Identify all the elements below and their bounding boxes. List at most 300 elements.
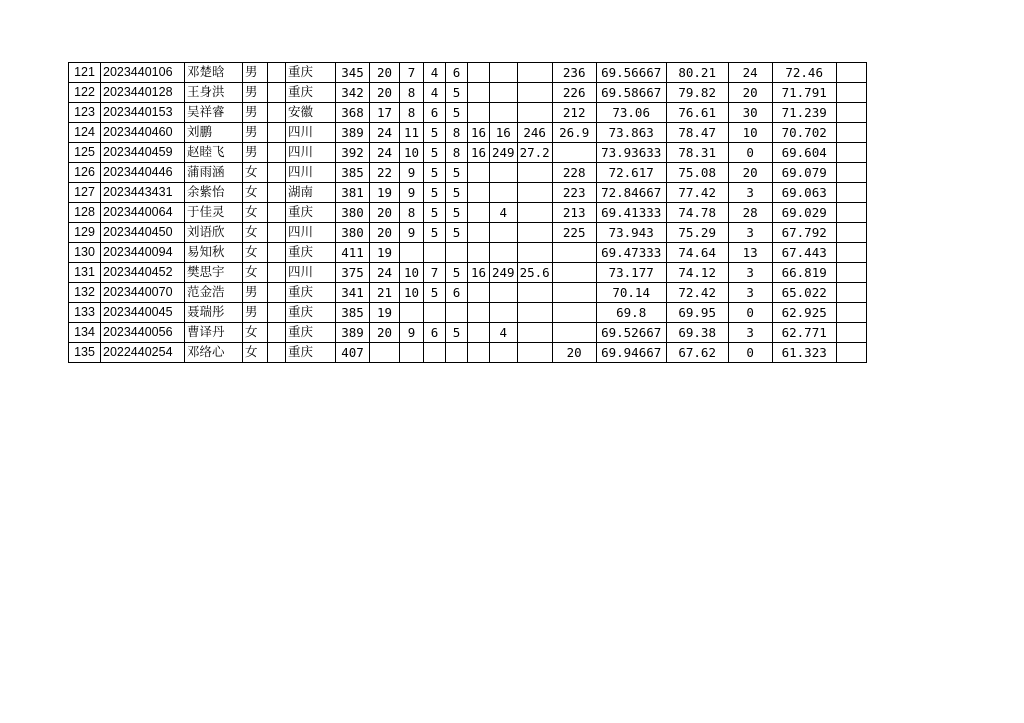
cell-f9 [552,243,596,263]
cell-f3: 7 [400,63,424,83]
cell-f5: 5 [446,223,468,243]
cell-rank: 135 [69,343,101,363]
cell-f4: 5 [424,163,446,183]
cell-province: 重庆 [286,203,336,223]
cell-tail [836,163,866,183]
cell-f7 [490,103,518,123]
cell-f9 [552,283,596,303]
cell-score-c: 10 [728,123,772,143]
cell-f9: 226 [552,83,596,103]
cell-f4: 5 [424,183,446,203]
cell-score-c: 3 [728,183,772,203]
cell-tail [836,343,866,363]
cell-province: 重庆 [286,283,336,303]
cell-f2: 20 [370,223,400,243]
cell-f1: 341 [336,283,370,303]
cell-f5: 5 [446,163,468,183]
cell-f2: 20 [370,63,400,83]
cell-score-b: 78.47 [666,123,728,143]
cell-score-b: 74.12 [666,263,728,283]
cell-blank [268,283,286,303]
cell-sex: 男 [243,83,268,103]
cell-sex: 男 [243,143,268,163]
cell-f1: 411 [336,243,370,263]
cell-f6 [468,203,490,223]
cell-f8 [517,63,552,83]
cell-tail [836,263,866,283]
cell-f1: 407 [336,343,370,363]
table-row [69,283,867,303]
cell-f3 [400,343,424,363]
cell-f4: 5 [424,123,446,143]
cell-f7: 249 [490,143,518,163]
cell-score-b: 69.95 [666,303,728,323]
cell-score-c: 0 [728,343,772,363]
cell-f3: 11 [400,123,424,143]
cell-f4: 6 [424,103,446,123]
cell-f2: 17 [370,103,400,123]
table-row [69,123,867,143]
cell-sex: 男 [243,123,268,143]
cell-f7 [490,223,518,243]
cell-score-a: 73.06 [596,103,666,123]
cell-total: 67.792 [772,223,836,243]
cell-f8 [517,303,552,323]
cell-rank: 134 [69,323,101,343]
cell-name: 刘鹏 [185,123,243,143]
cell-f7 [490,243,518,263]
cell-score-b: 79.82 [666,83,728,103]
cell-total: 69.079 [772,163,836,183]
cell-f5: 6 [446,283,468,303]
cell-f5: 8 [446,123,468,143]
cell-f1: 385 [336,303,370,323]
cell-total: 62.771 [772,323,836,343]
table-row [69,323,867,343]
cell-tail [836,203,866,223]
cell-f7 [490,343,518,363]
cell-f1: 380 [336,223,370,243]
cell-total: 71.791 [772,83,836,103]
cell-f6 [468,223,490,243]
cell-f8 [517,323,552,343]
cell-f3: 9 [400,323,424,343]
cell-f3: 8 [400,83,424,103]
cell-f9: 236 [552,63,596,83]
cell-f2: 24 [370,143,400,163]
cell-f5: 5 [446,183,468,203]
cell-score-b: 77.42 [666,183,728,203]
cell-f9 [552,263,596,283]
cell-name: 吴祥睿 [185,103,243,123]
cell-sex: 男 [243,283,268,303]
cell-f1: 345 [336,63,370,83]
cell-score-b: 75.29 [666,223,728,243]
cell-f4: 5 [424,223,446,243]
cell-f3: 10 [400,283,424,303]
cell-score-b: 74.78 [666,203,728,223]
cell-blank [268,303,286,323]
cell-total: 62.925 [772,303,836,323]
cell-f8 [517,343,552,363]
cell-blank [268,223,286,243]
cell-province: 重庆 [286,83,336,103]
cell-name: 蒲雨涵 [185,163,243,183]
cell-total: 66.819 [772,263,836,283]
cell-f1: 389 [336,323,370,343]
cell-f5: 8 [446,143,468,163]
cell-f4: 5 [424,283,446,303]
cell-f3 [400,303,424,323]
cell-f5 [446,243,468,263]
table-row [69,83,867,103]
cell-f6 [468,343,490,363]
cell-exam-id: 2023440459 [101,143,185,163]
cell-blank [268,163,286,183]
cell-f4 [424,243,446,263]
cell-exam-id: 2023440452 [101,263,185,283]
cell-province: 重庆 [286,303,336,323]
cell-sex: 女 [243,183,268,203]
cell-f6: 16 [468,263,490,283]
cell-tail [836,183,866,203]
cell-f4: 4 [424,83,446,103]
cell-f3 [400,243,424,263]
cell-f9: 213 [552,203,596,223]
cell-name: 赵睦飞 [185,143,243,163]
cell-f9: 223 [552,183,596,203]
cell-blank [268,323,286,343]
cell-f5: 5 [446,83,468,103]
cell-blank [268,143,286,163]
cell-blank [268,183,286,203]
table-row [69,303,867,323]
cell-province: 重庆 [286,63,336,83]
cell-province: 重庆 [286,243,336,263]
cell-sex: 女 [243,163,268,183]
cell-f1: 380 [336,203,370,223]
cell-f7: 4 [490,203,518,223]
cell-f6 [468,243,490,263]
cell-blank [268,343,286,363]
cell-exam-id: 2023440094 [101,243,185,263]
table-row [69,343,867,363]
cell-f6: 16 [468,143,490,163]
cell-tail [836,143,866,163]
cell-score-c: 20 [728,163,772,183]
cell-name: 易知秋 [185,243,243,263]
cell-rank: 131 [69,263,101,283]
cell-f1: 385 [336,163,370,183]
cell-score-c: 0 [728,143,772,163]
cell-f6 [468,63,490,83]
cell-name: 刘语欣 [185,223,243,243]
cell-score-a: 69.56667 [596,63,666,83]
score-table-container [68,62,867,363]
cell-score-b: 76.61 [666,103,728,123]
cell-tail [836,223,866,243]
cell-score-c: 28 [728,203,772,223]
cell-f1: 375 [336,263,370,283]
cell-rank: 121 [69,63,101,83]
cell-tail [836,123,866,143]
cell-f9: 212 [552,103,596,123]
cell-blank [268,203,286,223]
cell-score-a: 69.52667 [596,323,666,343]
cell-f8 [517,283,552,303]
cell-tail [836,303,866,323]
cell-f7: 249 [490,263,518,283]
cell-score-c: 30 [728,103,772,123]
cell-exam-id: 2023440153 [101,103,185,123]
cell-f7: 4 [490,323,518,343]
cell-score-b: 78.31 [666,143,728,163]
cell-rank: 126 [69,163,101,183]
cell-blank [268,83,286,103]
cell-name: 曹译丹 [185,323,243,343]
cell-f7 [490,283,518,303]
cell-f9: 20 [552,343,596,363]
cell-f5: 5 [446,263,468,283]
cell-tail [836,63,866,83]
cell-rank: 123 [69,103,101,123]
cell-f2: 19 [370,303,400,323]
cell-blank [268,243,286,263]
score-table [68,62,867,363]
cell-blank [268,263,286,283]
cell-f2 [370,343,400,363]
cell-tail [836,323,866,343]
cell-sex: 女 [243,223,268,243]
cell-score-a: 69.47333 [596,243,666,263]
table-row [69,243,867,263]
cell-name: 聂瑞彤 [185,303,243,323]
cell-f3: 9 [400,223,424,243]
cell-f6 [468,283,490,303]
cell-score-b: 74.64 [666,243,728,263]
cell-f8 [517,223,552,243]
cell-total: 65.022 [772,283,836,303]
cell-score-b: 80.21 [666,63,728,83]
table-row [69,263,867,283]
table-row [69,143,867,163]
cell-rank: 128 [69,203,101,223]
cell-f3: 10 [400,143,424,163]
cell-score-c: 3 [728,223,772,243]
cell-f8 [517,83,552,103]
table-row [69,103,867,123]
cell-f1: 381 [336,183,370,203]
cell-f7 [490,183,518,203]
cell-score-c: 0 [728,303,772,323]
cell-exam-id: 2023443431 [101,183,185,203]
score-table-body [69,63,867,363]
cell-tail [836,283,866,303]
cell-score-c: 3 [728,323,772,343]
cell-sex: 男 [243,303,268,323]
cell-f6 [468,303,490,323]
cell-rank: 129 [69,223,101,243]
cell-total: 69.604 [772,143,836,163]
cell-exam-id: 2023440128 [101,83,185,103]
cell-total: 67.443 [772,243,836,263]
cell-f5: 5 [446,203,468,223]
cell-f6 [468,103,490,123]
table-row [69,63,867,83]
cell-score-a: 69.58667 [596,83,666,103]
cell-f4: 6 [424,323,446,343]
cell-f7 [490,303,518,323]
cell-f3: 8 [400,103,424,123]
cell-name: 范金浩 [185,283,243,303]
cell-f8: 25.6 [517,263,552,283]
cell-tail [836,243,866,263]
cell-name: 邓络心 [185,343,243,363]
cell-f2: 21 [370,283,400,303]
cell-total: 72.46 [772,63,836,83]
cell-name: 余紫怡 [185,183,243,203]
cell-f6 [468,183,490,203]
cell-exam-id: 2023440056 [101,323,185,343]
cell-f7 [490,163,518,183]
cell-province: 湖南 [286,183,336,203]
cell-rank: 125 [69,143,101,163]
cell-f5 [446,343,468,363]
cell-f9 [552,323,596,343]
cell-name: 于佳灵 [185,203,243,223]
cell-f5 [446,303,468,323]
cell-f2: 19 [370,183,400,203]
cell-sex: 女 [243,343,268,363]
cell-exam-id: 2023440106 [101,63,185,83]
cell-f8: 246 [517,123,552,143]
cell-rank: 133 [69,303,101,323]
cell-f7: 16 [490,123,518,143]
cell-f7 [490,83,518,103]
cell-score-b: 69.38 [666,323,728,343]
cell-f1: 342 [336,83,370,103]
cell-province: 四川 [286,163,336,183]
cell-exam-id: 2023440070 [101,283,185,303]
cell-name: 邓楚晗 [185,63,243,83]
cell-f9: 26.9 [552,123,596,143]
cell-f7 [490,63,518,83]
table-row [69,223,867,243]
cell-province: 四川 [286,123,336,143]
cell-province: 四川 [286,143,336,163]
cell-score-a: 69.94667 [596,343,666,363]
cell-score-b: 67.62 [666,343,728,363]
cell-f8 [517,183,552,203]
cell-sex: 男 [243,103,268,123]
cell-f5: 5 [446,103,468,123]
cell-tail [836,83,866,103]
cell-f8: 27.2 [517,143,552,163]
cell-f6: 16 [468,123,490,143]
cell-name: 樊思宇 [185,263,243,283]
cell-total: 70.702 [772,123,836,143]
cell-score-a: 73.943 [596,223,666,243]
cell-tail [836,103,866,123]
cell-f3: 9 [400,183,424,203]
cell-score-a: 73.863 [596,123,666,143]
cell-f8 [517,163,552,183]
cell-f2: 20 [370,323,400,343]
cell-f4 [424,303,446,323]
cell-score-a: 69.41333 [596,203,666,223]
cell-f9: 225 [552,223,596,243]
cell-f3: 10 [400,263,424,283]
cell-score-b: 72.42 [666,283,728,303]
cell-f6 [468,163,490,183]
cell-f8 [517,203,552,223]
cell-rank: 127 [69,183,101,203]
cell-exam-id: 2022440254 [101,343,185,363]
cell-f2: 19 [370,243,400,263]
table-row [69,183,867,203]
cell-total: 61.323 [772,343,836,363]
cell-rank: 122 [69,83,101,103]
cell-f6 [468,83,490,103]
cell-province: 重庆 [286,323,336,343]
cell-score-c: 24 [728,63,772,83]
cell-f8 [517,103,552,123]
cell-total: 71.239 [772,103,836,123]
cell-exam-id: 2023440064 [101,203,185,223]
cell-score-a: 73.93633 [596,143,666,163]
cell-score-c: 3 [728,263,772,283]
cell-f4: 5 [424,203,446,223]
cell-f8 [517,243,552,263]
cell-f2: 24 [370,123,400,143]
cell-f2: 24 [370,263,400,283]
cell-total: 69.029 [772,203,836,223]
cell-rank: 124 [69,123,101,143]
cell-sex: 女 [243,323,268,343]
cell-province: 安徽 [286,103,336,123]
cell-f2: 20 [370,203,400,223]
cell-score-c: 3 [728,283,772,303]
cell-blank [268,63,286,83]
cell-exam-id: 2023440450 [101,223,185,243]
cell-f3: 9 [400,163,424,183]
cell-score-a: 73.177 [596,263,666,283]
cell-f4: 4 [424,63,446,83]
cell-f1: 392 [336,143,370,163]
cell-f1: 368 [336,103,370,123]
cell-score-a: 70.14 [596,283,666,303]
cell-f4: 5 [424,143,446,163]
cell-f1: 389 [336,123,370,143]
cell-exam-id: 2023440460 [101,123,185,143]
cell-exam-id: 2023440446 [101,163,185,183]
cell-f4 [424,343,446,363]
cell-f4: 7 [424,263,446,283]
cell-f2: 20 [370,83,400,103]
cell-f9: 228 [552,163,596,183]
cell-f3: 8 [400,203,424,223]
cell-province: 重庆 [286,343,336,363]
cell-rank: 130 [69,243,101,263]
cell-f6 [468,323,490,343]
cell-score-c: 13 [728,243,772,263]
cell-total: 69.063 [772,183,836,203]
cell-sex: 女 [243,203,268,223]
cell-blank [268,123,286,143]
cell-sex: 女 [243,263,268,283]
cell-f2: 22 [370,163,400,183]
cell-f5: 6 [446,63,468,83]
